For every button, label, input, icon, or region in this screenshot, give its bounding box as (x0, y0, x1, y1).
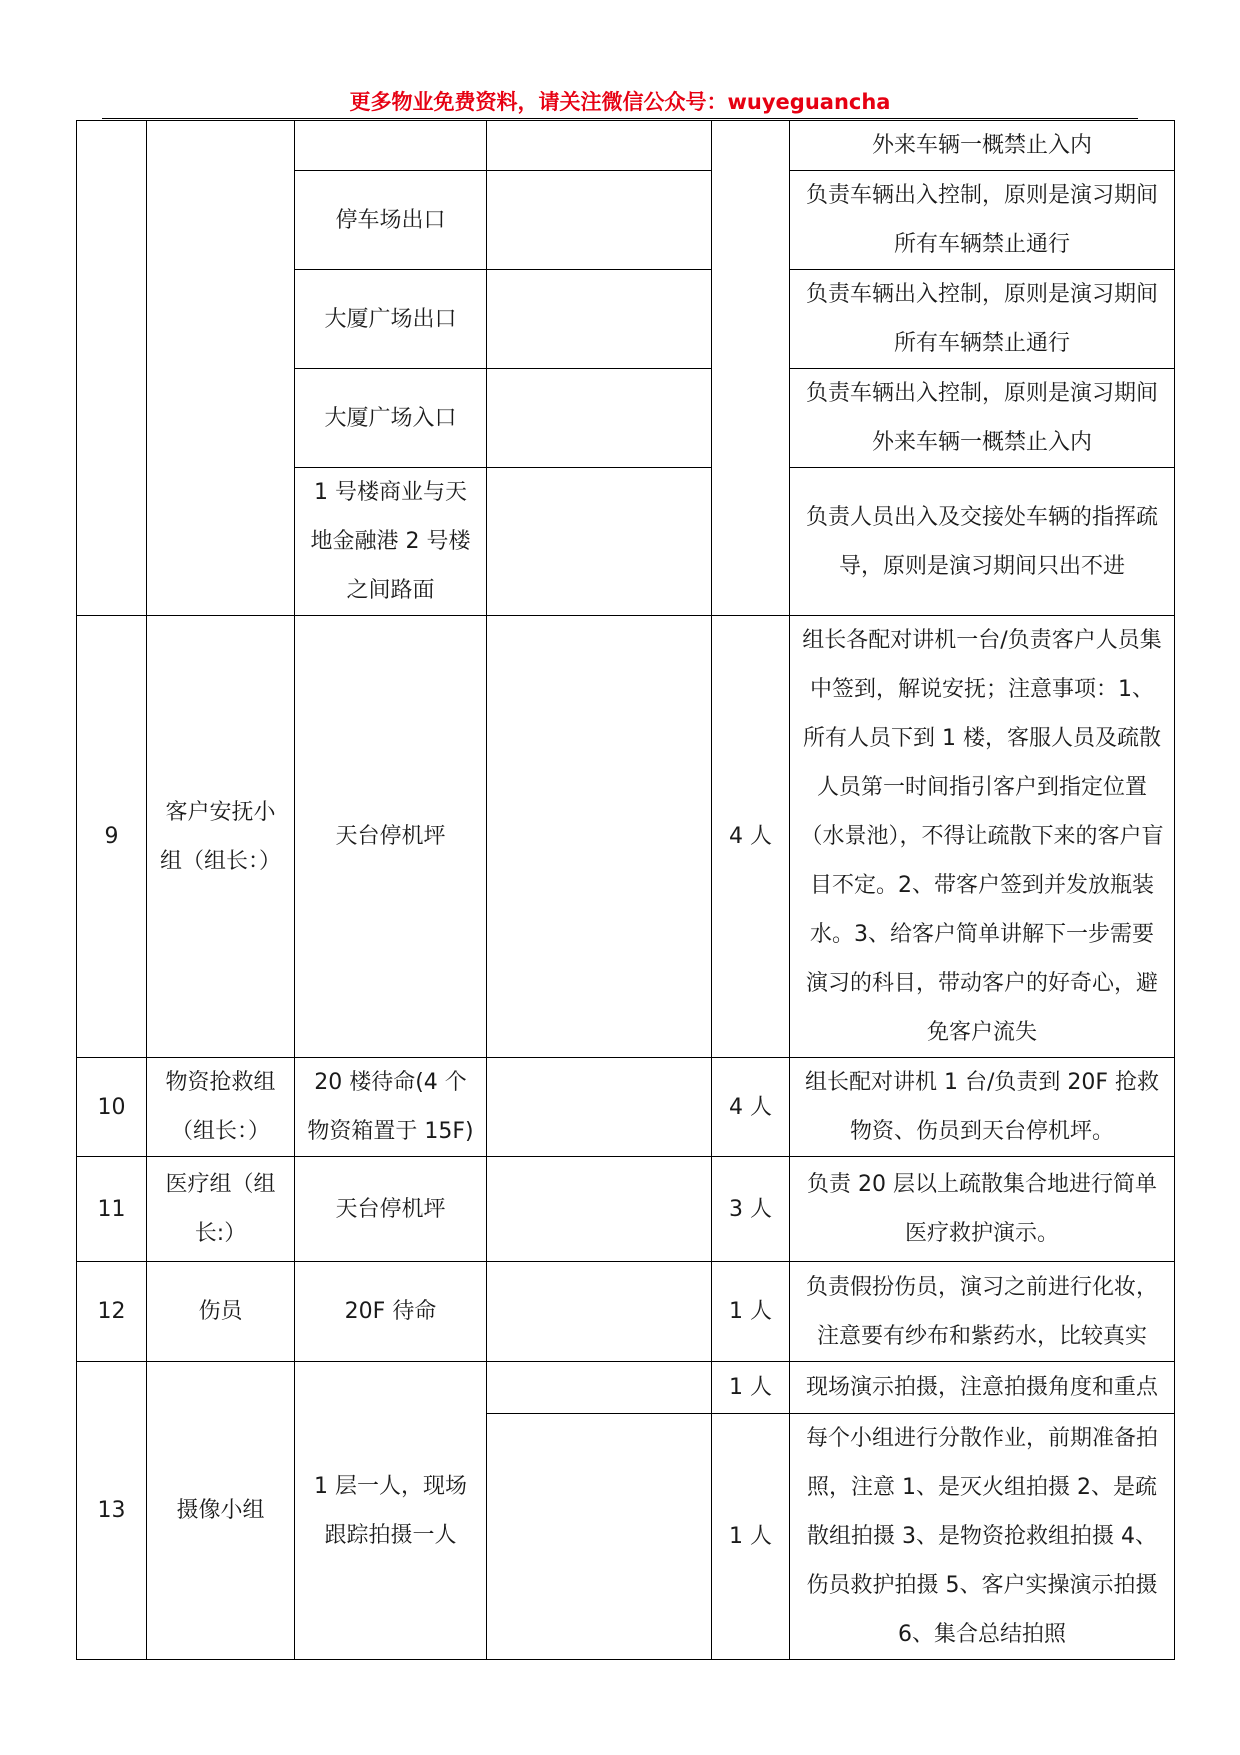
cell-group: 医疗组（组长:） (147, 1157, 295, 1262)
cell-count: 1 人 (712, 1414, 790, 1660)
cell-duty: 负责车辆出入控制，原则是演习期间外来车辆一概禁止入内 (790, 369, 1175, 468)
cell-count (712, 121, 790, 616)
cell-duty: 组长配对讲机 1 台/负责到 20F 抢救物资、伤员到天台停机坪。 (790, 1058, 1175, 1157)
cell-staff (487, 270, 712, 369)
cell-count: 1 人 (712, 1362, 790, 1414)
table-row (77, 1262, 1175, 1362)
cell-staff (487, 1414, 712, 1660)
cell-no: 11 (77, 1157, 147, 1262)
cell-count: 3 人 (712, 1157, 790, 1262)
cell-no: 13 (77, 1362, 147, 1660)
header-rule (102, 118, 1138, 119)
cell-group (147, 121, 295, 616)
cell-duty: 组长各配对讲机一台/负责客户人员集中签到，解说安抚；注意事项：1、所有人员下到 1 楼，客服人员及疏散人员第一时间指引客户到指定位置（水景池），不得让疏散下来的客户盲目不定。2、带客户签到并发放瓶装水。3、给客户简单讲解下一步需要演习的科目，带动客户的好奇心，避免客户流失 (790, 616, 1175, 1058)
cell-no: 10 (77, 1058, 147, 1157)
cell-location: 停车场出口 (295, 171, 487, 270)
table-row (77, 1157, 1175, 1262)
cell-staff (487, 121, 712, 171)
cell-no (77, 121, 147, 616)
cell-count: 4 人 (712, 616, 790, 1058)
cell-staff (487, 1058, 712, 1157)
cell-count: 1 人 (712, 1262, 790, 1362)
cell-staff (487, 468, 712, 616)
cell-staff (487, 616, 712, 1058)
cell-group: 物资抢救组（组长：） (147, 1058, 295, 1157)
cell-location: 20F 待命 (295, 1262, 487, 1362)
cell-duty: 负责车辆出入控制，原则是演习期间所有车辆禁止通行 (790, 171, 1175, 270)
cell-location: 天台停机坪 (295, 616, 487, 1058)
cell-duty: 外来车辆一概禁止入内 (790, 121, 1175, 171)
table-row (77, 1362, 1175, 1414)
cell-duty: 负责车辆出入控制，原则是演习期间所有车辆禁止通行 (790, 270, 1175, 369)
table-row (77, 1058, 1175, 1157)
cell-location: 天台停机坪 (295, 1157, 487, 1262)
cell-staff (487, 1262, 712, 1362)
cell-duty: 每个小组进行分散作业，前期准备拍照，注意 1、是灭火组拍摄 2、是疏散组拍摄 3、是物资抢救组拍摄 4、伤员救护拍摄 5、客户实操演示拍摄 6、集合总结拍照 (790, 1414, 1175, 1660)
cell-staff (487, 1362, 712, 1414)
cell-staff (487, 171, 712, 270)
cell-location: 1 层一人，现场跟踪拍摄一人 (295, 1362, 487, 1660)
cell-staff (487, 369, 712, 468)
cell-no: 12 (77, 1262, 147, 1362)
cell-location: 20 楼待命(4 个物资箱置于 15F) (295, 1058, 487, 1157)
cell-staff (487, 1157, 712, 1262)
cell-location: 1 号楼商业与天地金融港 2 号楼之间路面 (295, 468, 487, 616)
cell-location (295, 121, 487, 171)
cell-duty: 现场演示拍摄，注意拍摄角度和重点 (790, 1362, 1175, 1414)
cell-duty: 负责 20 层以上疏散集合地进行简单医疗救护演示。 (790, 1157, 1175, 1262)
cell-duty: 负责人员出入及交接处车辆的指挥疏导，原则是演习期间只出不进 (790, 468, 1175, 616)
page-header: 更多物业免费资料，请关注微信公众号：wuyeguancha (349, 90, 891, 114)
cell-group: 摄像小组 (147, 1362, 295, 1660)
cell-group: 伤员 (147, 1262, 295, 1362)
table-row (77, 616, 1175, 1058)
table-row (77, 121, 1175, 171)
cell-location: 大厦广场出口 (295, 270, 487, 369)
drill-assignment-table (76, 120, 1175, 1660)
cell-location: 大厦广场入口 (295, 369, 487, 468)
cell-group: 客户安抚小组（组长：） (147, 616, 295, 1058)
cell-duty: 负责假扮伤员，演习之前进行化妆，注意要有纱布和紫药水，比较真实 (790, 1262, 1175, 1362)
cell-no: 9 (77, 616, 147, 1058)
cell-count: 4 人 (712, 1058, 790, 1157)
